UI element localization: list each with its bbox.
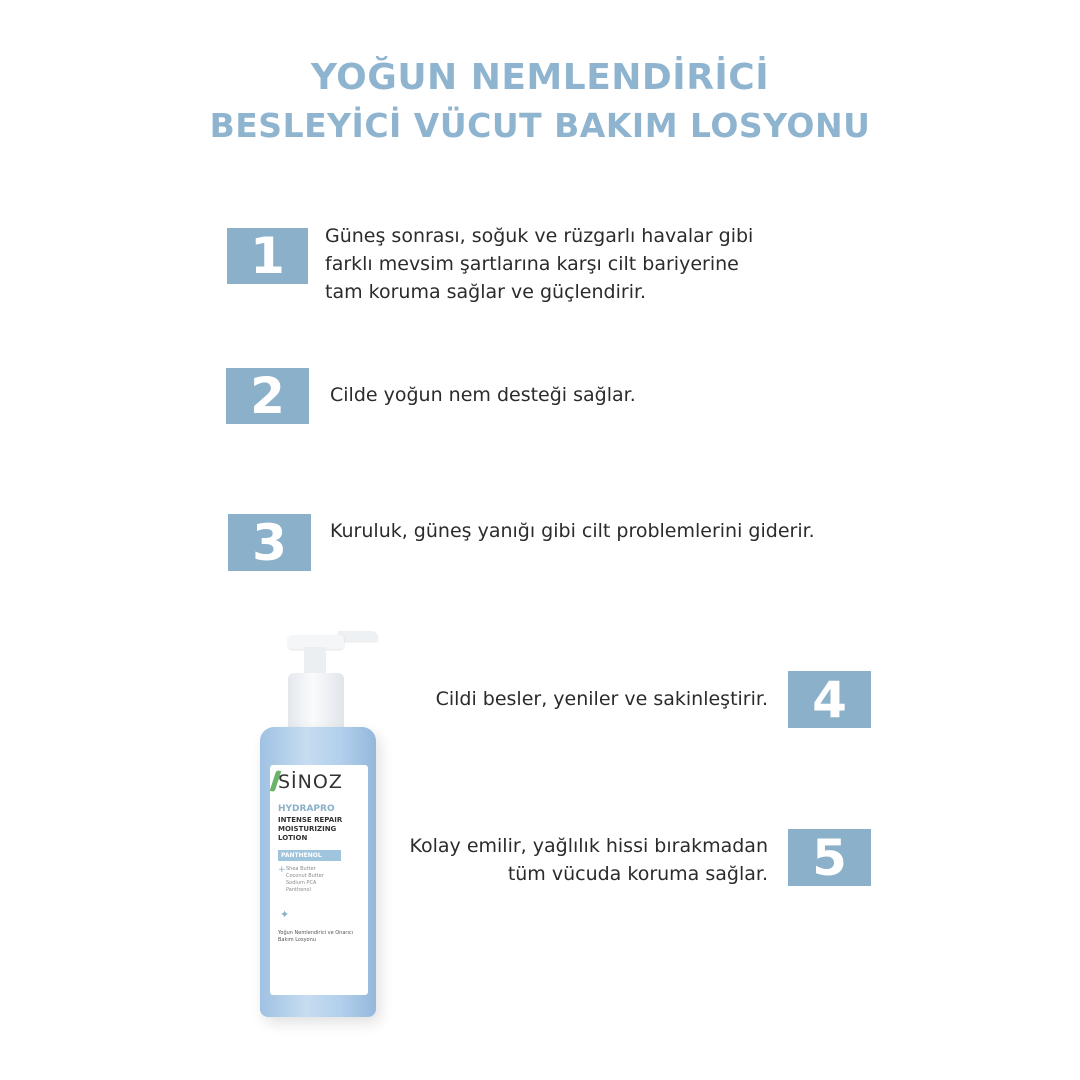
description-line-2: Bakım Losyonu	[278, 937, 316, 943]
brand-name: SİNOZ	[278, 771, 343, 793]
number-badge-3: 3	[228, 514, 311, 571]
ingredient-list	[286, 866, 324, 894]
feature-4-line-1: Cildi besler, yeniler ve sakinleştirir.	[435, 688, 768, 710]
pump-nozzle	[338, 631, 378, 641]
feature-text-4	[390, 685, 768, 713]
number-badge-5: 5	[788, 829, 871, 886]
heading-line-1: YOĞUN NEMLENDİRİCİ	[310, 57, 770, 98]
feature-2-line-1: Cilde yoğun nem desteği sağlar.	[330, 384, 636, 406]
feature-text-2	[330, 381, 830, 409]
pump-collar	[288, 673, 344, 731]
heading-line-2: BESLEYİCİ VÜCUT BAKIM LOSYONU	[209, 106, 871, 145]
product-line-hydrapro: HYDRAPRO	[278, 804, 335, 814]
feature-1-line-1: Güneş sonrası, soğuk ve rüzgarlı havalar gibi	[325, 225, 754, 247]
ingredient-item: Panthenol	[286, 887, 311, 893]
feature-5-line-1: Kolay emilir, yağlılık hissi bırakmadan	[409, 835, 768, 857]
product-line-moisturizing: MOISTURIZING	[278, 825, 337, 833]
feature-1-line-2: farklı mevsim şartlarına karşı cilt bariyerine	[325, 253, 739, 275]
feature-text-3	[330, 517, 890, 545]
ingredient-item: Coconut Butter	[286, 873, 324, 879]
family-icon: ✦	[280, 908, 290, 921]
feature-text-1	[325, 222, 825, 306]
number-badge-2: 2	[226, 368, 309, 424]
number-badge-1: 1	[227, 228, 308, 284]
bottle-label	[270, 765, 368, 995]
feature-text-5	[360, 832, 768, 888]
product-line-intense: INTENSE REPAIR	[278, 816, 343, 824]
product-description	[278, 930, 366, 944]
pump-stem	[304, 647, 326, 675]
product-bottle	[230, 625, 400, 1020]
product-line-lotion: LOTION	[278, 834, 308, 842]
plus-icon: +	[278, 865, 286, 875]
number-badge-4: 4	[788, 671, 871, 728]
ingredient-item: Sodium PCA	[286, 880, 317, 886]
description-line-1: Yoğun Nemlendirici ve Onarıcı	[278, 930, 353, 936]
ingredient-item: Shea Butter	[286, 866, 316, 872]
feature-3-line-1: Kuruluk, güneş yanığı gibi cilt problemlerini giderir.	[330, 520, 815, 542]
panthenol-badge: PANTHENOL	[278, 850, 341, 861]
feature-1-line-3: tam koruma sağlar ve güçlendirir.	[325, 281, 647, 303]
feature-5-line-2: tüm vücuda koruma sağlar.	[507, 863, 768, 885]
